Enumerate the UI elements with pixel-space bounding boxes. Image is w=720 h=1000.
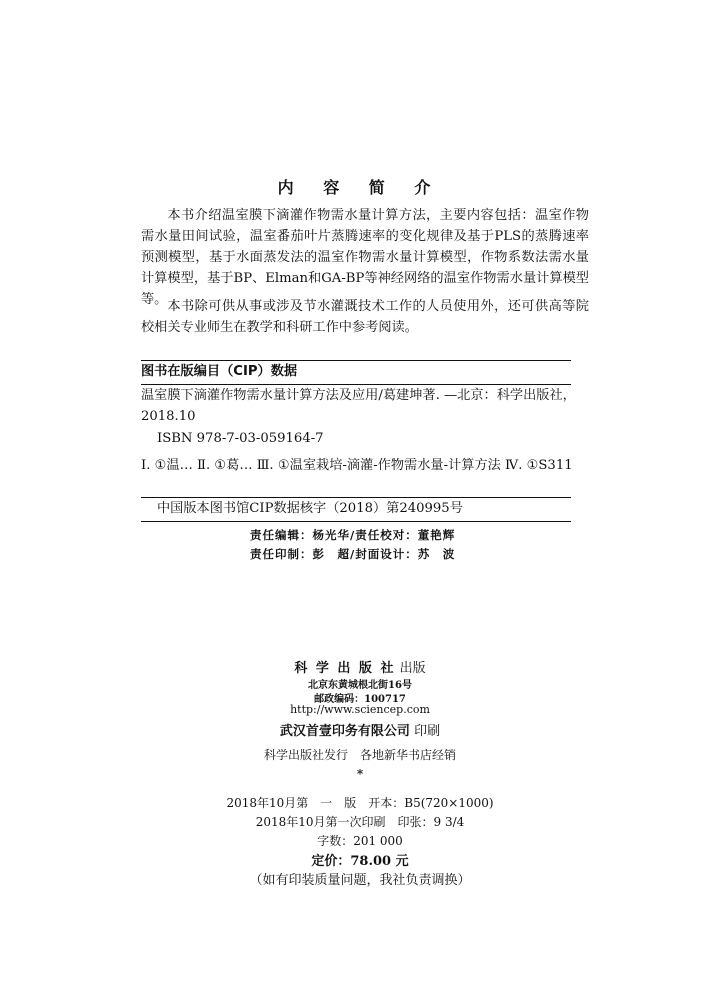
printer-line: [0, 720, 720, 739]
cip-heading: 图书在版编目（CIP）数据: [141, 364, 298, 379]
edition-line-1: 2018年10月第 一 版 开本：B5(720×1000): [226, 796, 494, 810]
content-summary-heading: 内 容 简 介: [277, 178, 443, 197]
staff-line-1: 责任编辑：杨光华/责任校对：董艳辉: [250, 528, 456, 542]
price: 定价：78.00 元: [311, 854, 409, 869]
cip-isbn: ISBN 978-7-03-059164-7: [157, 431, 324, 446]
publisher-suffix: 出版: [399, 661, 426, 676]
publisher-url: http://www.sciencep.com: [290, 703, 430, 716]
staff-line-2: 责任印制：彭 超/封面设计：苏 波: [250, 547, 456, 561]
publisher-line: [0, 657, 720, 676]
summary-paragraph-2: 本书除可供从事或涉及节水灌溉技术工作的人员使用外，还可供高等院校相关专业师生在教学和科研工作中参考阅读。: [141, 299, 589, 335]
quality-notice: （如有印装质量问题，我社负责调换）: [249, 873, 471, 888]
cip-record-number: 中国版本图书馆CIP数据核字（2018）第240995号: [157, 501, 463, 516]
distribution-line: 科学出版社发行 各地新华书店经销: [263, 748, 456, 762]
printer-name: 武汉首壹印务有限公司: [279, 724, 410, 739]
edition-line-2: 2018年10月第一次印刷 印张：9 3/4: [255, 815, 465, 829]
cip-entry-title: 温室膜下滴灌作物需水量计算方法及应用/葛建坤著. —北京：科学出版社，2018.10: [141, 388, 576, 424]
cip-bottom-rule: [141, 521, 571, 522]
cip-classification: Ⅰ. ①温… Ⅱ. ①葛… Ⅲ. ①温室栽培-滴灌-作物需水量-计算方法 Ⅳ. ①S311: [141, 458, 573, 473]
publisher-name: 科 学 出 版 社: [294, 661, 396, 676]
word-count: 字数：201 000: [317, 834, 403, 848]
publisher-address: 北京东黄城根北街16号: [308, 680, 412, 691]
publisher-postcode: 邮政编码：100717: [314, 694, 406, 705]
printer-suffix: 印刷: [414, 724, 441, 739]
separator-star: *: [356, 767, 364, 781]
summary-paragraph-1: 本书介绍温室膜下滴灌作物需水量计算方法，主要内容包括：温室作物需水量田间试验，温室番茄叶片蒸腾速率的变化规律及基于PLS的蒸腾速率预测模型，基于水面蒸发法的温室作物需水量计算模型，作物系数法需水量计算模型，基于BP、Elman和GA-BP等神经网络的温室作物需水量计算模型等。: [141, 208, 589, 307]
